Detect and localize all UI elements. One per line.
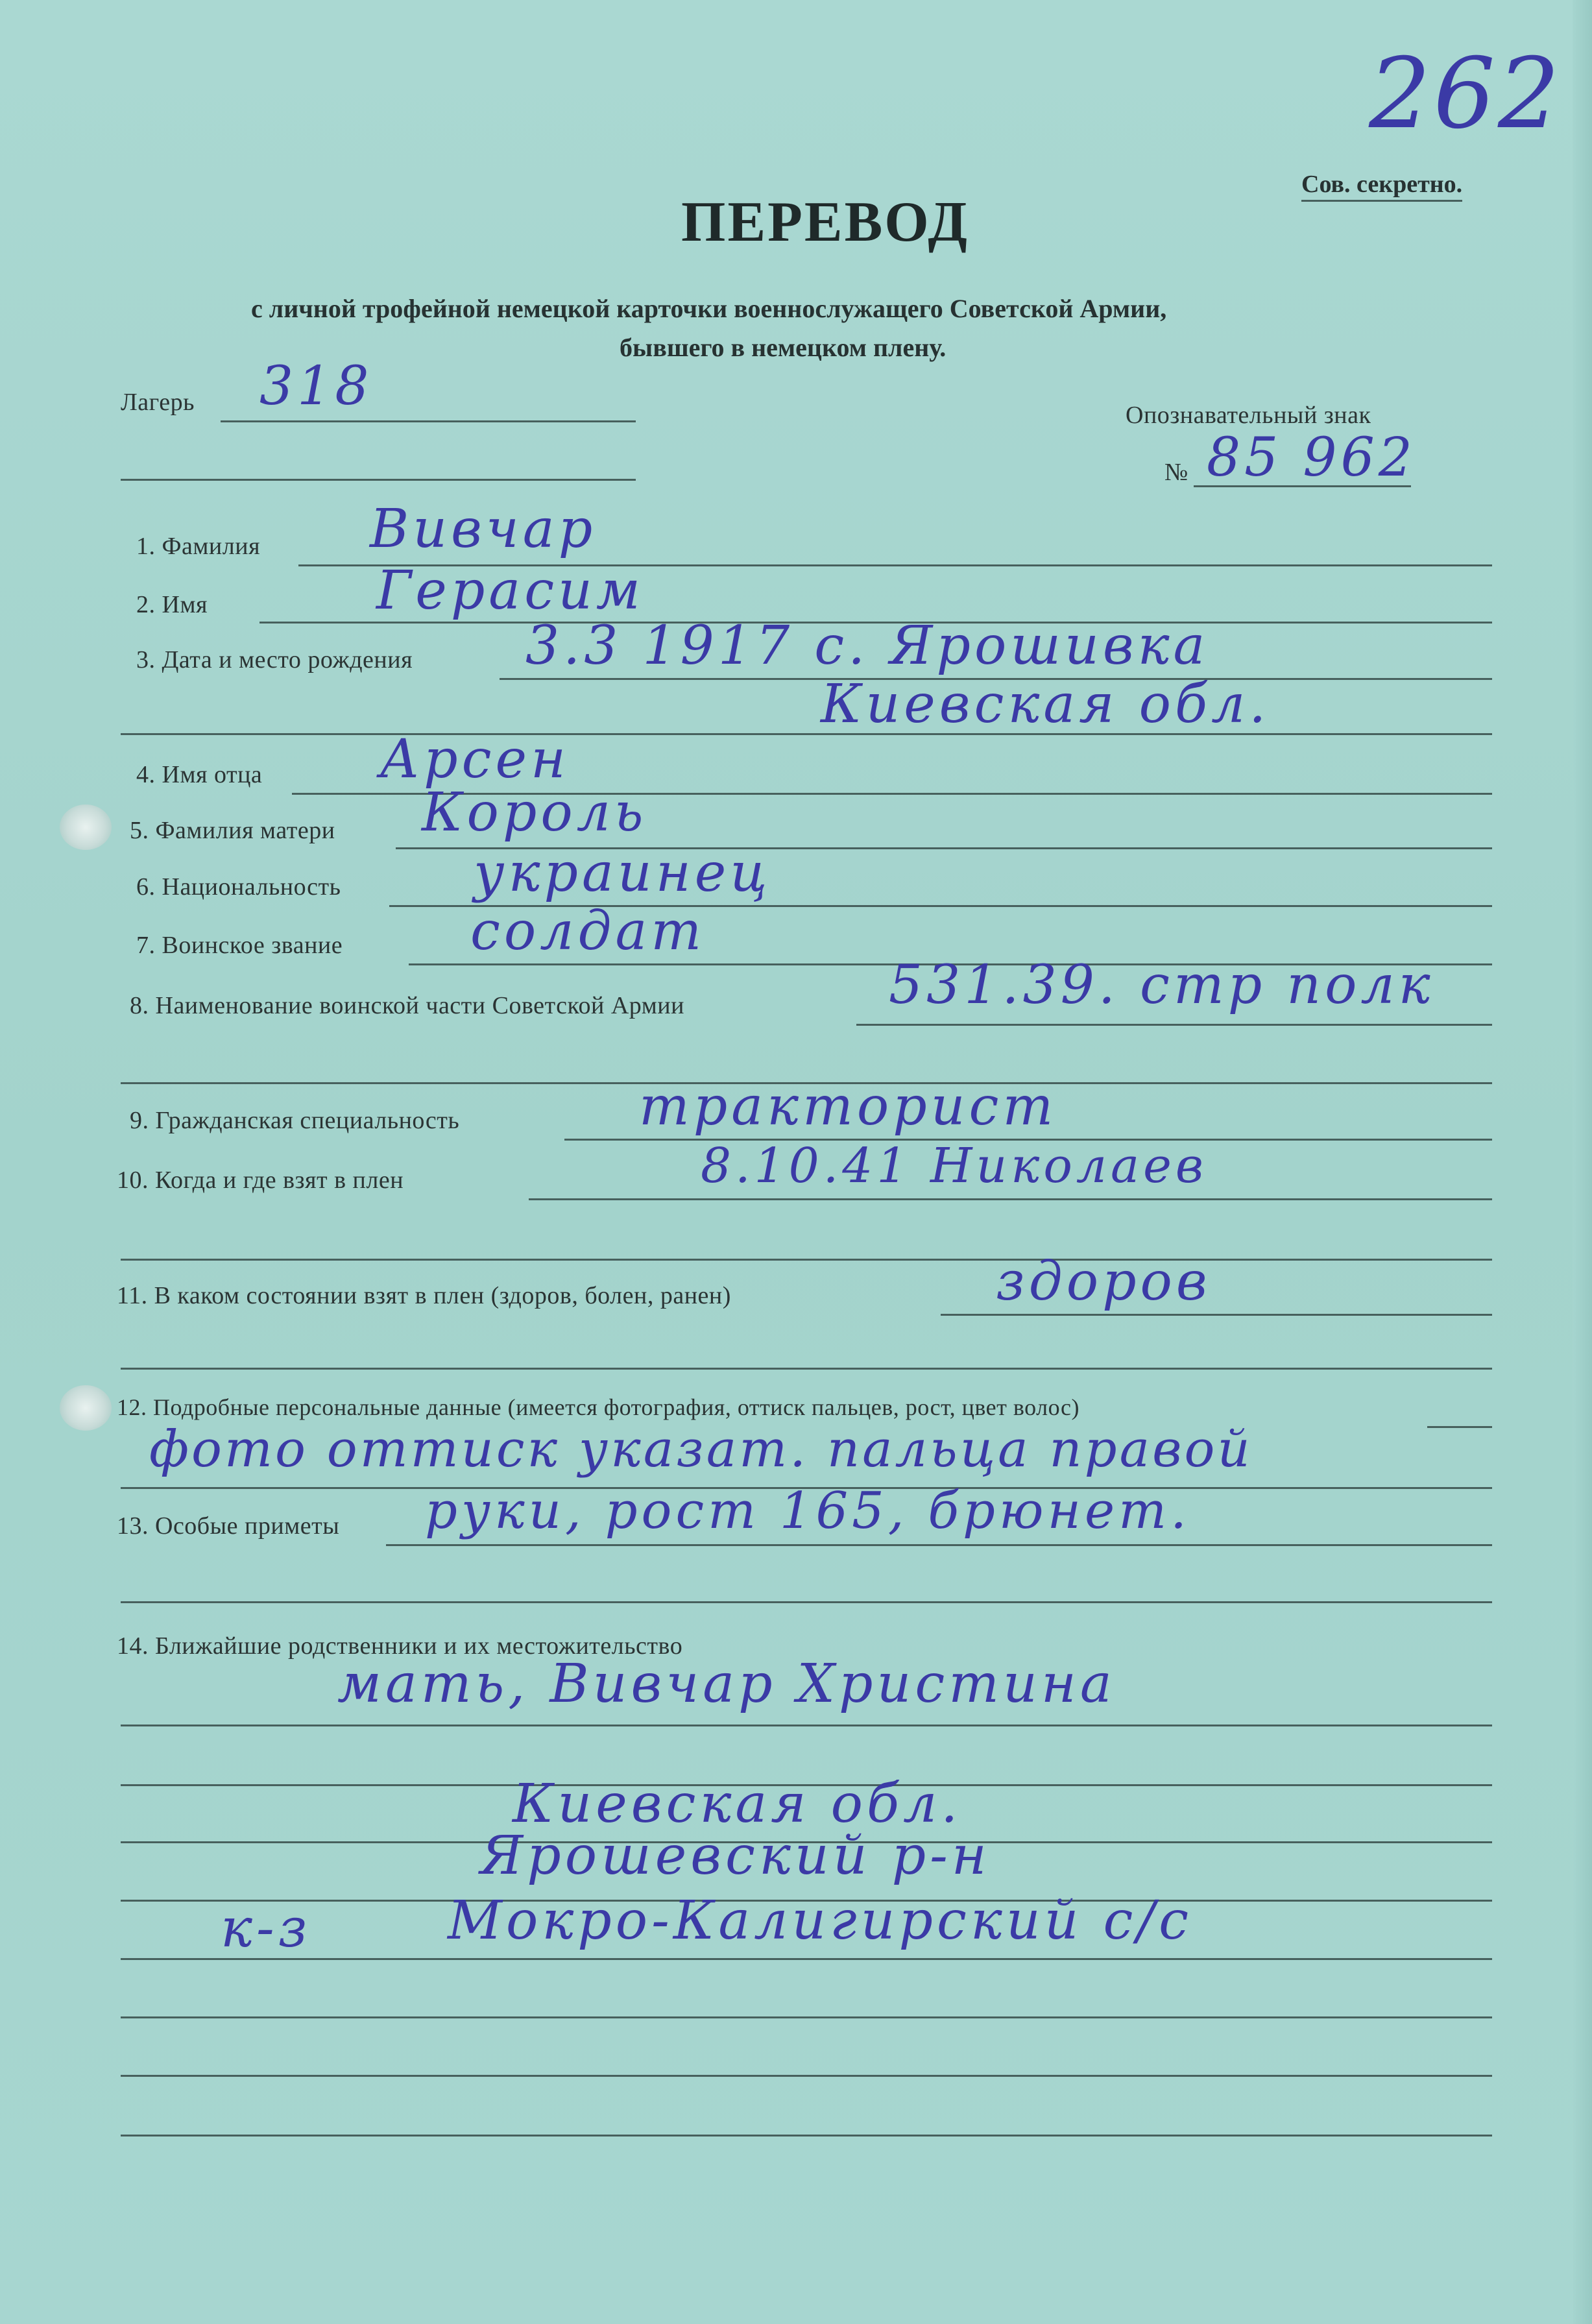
field-surname-label: 1. Фамилия — [136, 533, 261, 560]
field-personal-line — [1427, 1426, 1492, 1428]
field-nationality-value: украинец — [474, 842, 771, 904]
field-condition-label: 11. В каком состоянии взят в плен (здоров, болен, ранен) — [117, 1282, 731, 1309]
field-name-label: 2. Имя — [136, 591, 208, 618]
field-birth-label: 3. Дата и место рождения — [136, 646, 413, 673]
camp-value: 318 — [259, 356, 373, 417]
field-father-label: 4. Имя отца — [136, 761, 263, 788]
field-relatives-value-line2: Киевская обл. — [513, 1773, 962, 1835]
field-features-label: 13. Особые приметы — [117, 1512, 340, 1540]
document-title: ПЕРЕВОД — [681, 191, 969, 254]
id-number-prefix: № — [1164, 459, 1188, 486]
field-unit-value: 531.39. стр полк — [889, 954, 1434, 1016]
camp-extra-line — [121, 479, 636, 481]
paper-edge — [1573, 0, 1592, 2324]
field-relatives-label: 14. Ближайшие родственники и их местожительство — [117, 1632, 683, 1660]
field-relatives-value-line4-prefix: к-з — [221, 1898, 311, 1959]
field-relatives-line7 — [121, 2075, 1492, 2077]
field-profession-value: тракторист — [639, 1076, 1057, 1137]
field-relatives-line5 — [121, 1958, 1492, 1960]
id-tag-label: Опознавательный знак — [1126, 402, 1371, 429]
camp-label: Лагерь — [121, 389, 195, 416]
punch-hole-bottom — [60, 1385, 112, 1431]
punch-hole-top — [60, 805, 112, 850]
field-features-line — [386, 1544, 1492, 1546]
document-subtitle-line1: с личной трофейной немецкой карточки военнослужащего Советской Армии, — [251, 294, 1167, 323]
field-relatives-value-line3: Ярошевский р-н — [480, 1825, 991, 1887]
field-surname-value: Вивчар — [370, 498, 597, 560]
field-birth-line2 — [121, 733, 1492, 735]
field-capture-line — [529, 1198, 1492, 1200]
field-birth-value-line1: 3.3 1917 с. Ярошивка — [525, 615, 1209, 677]
field-relatives-line8 — [121, 2135, 1492, 2136]
id-number-value: 85 962 — [1207, 427, 1416, 489]
field-capture-line2 — [121, 1259, 1492, 1261]
field-condition-line — [941, 1314, 1492, 1316]
field-relatives-value-line4: Мокро-Калигирский с/с — [448, 1890, 1193, 1952]
document-subtitle-line2: бывшего в немецком плену. — [620, 333, 947, 362]
field-mother-value: Король — [422, 782, 647, 843]
field-mother-label: 5. Фамилия матери — [130, 817, 335, 844]
field-personal-label: 12. Подробные персональные данные (имеется фотография, оттиск пальцев, рост, цвет волос) — [117, 1394, 1079, 1420]
camp-line — [221, 420, 636, 422]
field-capture-value: 8.10.41 Николаев — [701, 1138, 1208, 1194]
field-relatives-line1 — [121, 1725, 1492, 1726]
field-condition-value: здоров — [996, 1251, 1211, 1313]
field-profession-label: 9. Гражданская специальность — [130, 1107, 460, 1134]
field-nationality-label: 6. Национальность — [136, 873, 341, 901]
field-unit-label: 8. Наименование воинской части Советской Армии — [130, 992, 684, 1019]
field-name-value: Герасим — [376, 560, 644, 622]
handwritten-page-number: 262 — [1369, 38, 1563, 151]
field-features-line2 — [121, 1601, 1492, 1603]
field-rank-value: солдат — [470, 901, 706, 962]
field-birth-value-line2: Киевская обл. — [821, 673, 1270, 735]
field-personal-value: фото оттиск указат. пальца правой — [149, 1420, 1253, 1479]
field-unit-line — [856, 1024, 1492, 1026]
field-relatives-line6 — [121, 2016, 1492, 2018]
field-condition-line2 — [121, 1368, 1492, 1370]
field-relatives-value-line1: мать, Вивчар Христина — [337, 1653, 1116, 1715]
field-rank-label: 7. Воинское звание — [136, 932, 343, 959]
field-capture-label: 10. Когда и где взят в плен — [117, 1167, 404, 1194]
field-features-value: руки, рост 165, брюнет. — [425, 1482, 1190, 1540]
classification-stamp: Сов. секретно. — [1301, 170, 1462, 202]
field-father-value: Арсен — [380, 729, 570, 790]
